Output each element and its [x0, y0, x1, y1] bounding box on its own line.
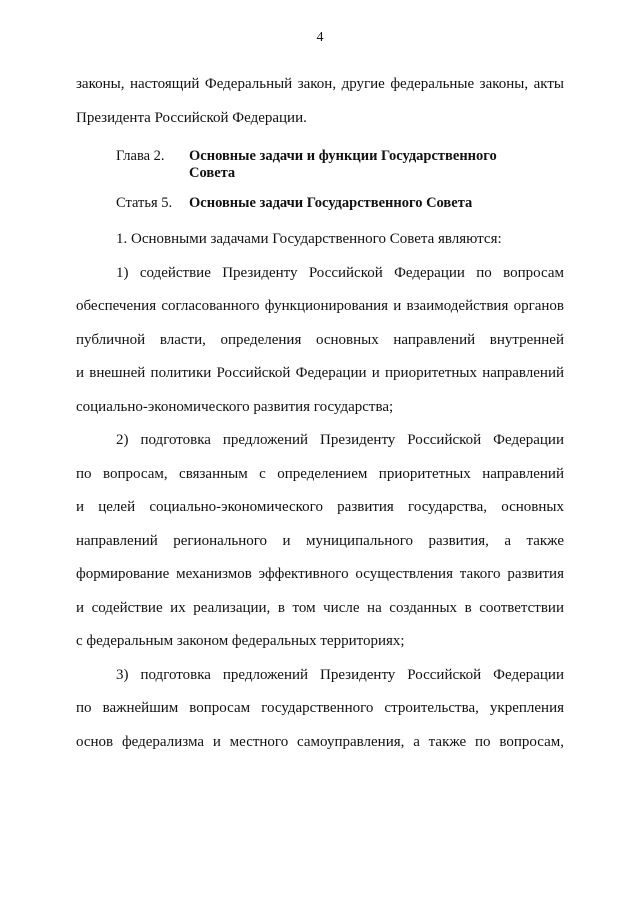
text-line: и целей социально-экономического развития государства, основных [76, 499, 564, 515]
text-line: обеспечения согласованного функционирования и взаимодействия органов [76, 298, 564, 314]
text-line: по вопросам, связанным с определением приоритетных направлений [76, 465, 564, 482]
text-line: 1. Основными задачами Государственного Совета являются: [116, 231, 502, 247]
text-line: направлений регионального и муниципального развития, а также [76, 532, 564, 549]
text-line: и внешней политики Российской Федерации и приоритетных направлений [76, 365, 564, 381]
text-line: формирование механизмов эффективного осуществления такого развития [76, 566, 564, 582]
intro-paragraph [76, 68, 564, 135]
text-line: 2) подготовка предложений Президенту Российской Федерации [116, 432, 564, 448]
text-line: 3) подготовка предложений Президенту Российской Федерации [116, 666, 564, 683]
chapter-title [189, 148, 529, 182]
chapter-title-line: Совета [189, 165, 236, 181]
text-line: законы, настоящий Федеральный закон, другие федеральные законы, акты [76, 76, 564, 92]
article-title [189, 195, 529, 212]
text-line: с федеральным законом федеральных территориях; [76, 633, 405, 649]
text-line: по важнейшим вопросам государственного строительства, укрепления [76, 700, 564, 716]
text-line: Президента Российской Федерации. [76, 109, 307, 126]
chapter-title-line: Основные задачи и функции Государственного [189, 148, 497, 164]
article-label: Статья 5. [116, 195, 173, 211]
page-number: 4 [316, 30, 324, 45]
article-title-text: Основные задачи Государственного Совета [189, 195, 473, 211]
text-line: и содействие их реализации, в том числе на созданных в соответствии [76, 599, 564, 616]
text-line: социально-экономического развития государства; [76, 398, 394, 415]
article-body [76, 223, 564, 759]
text-line: 1) содействие Президенту Российской Федерации по вопросам [116, 264, 564, 281]
text-line: основ федерализма и местного самоуправления, а также по вопросам, [76, 733, 564, 750]
chapter-label: Глава 2. [116, 148, 165, 164]
text-line: публичной власти, определения основных направлений внутренней [76, 331, 564, 348]
